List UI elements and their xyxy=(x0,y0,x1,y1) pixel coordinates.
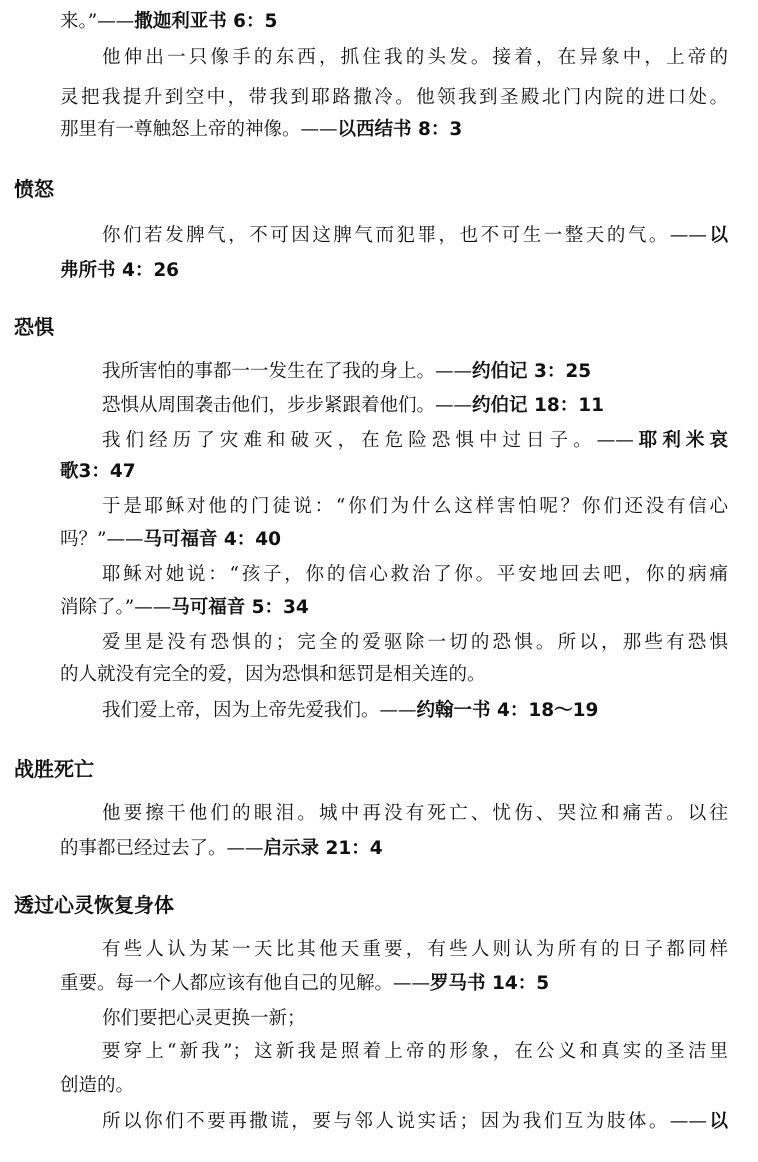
text-line xyxy=(102,360,728,384)
text-line xyxy=(60,460,728,484)
text-line xyxy=(60,10,728,34)
verse-reference: 撒迦利亚书 6：5 xyxy=(134,11,278,32)
text-line xyxy=(102,1007,728,1031)
section-heading: 透过心灵恢复身体 xyxy=(14,893,174,917)
verse-text: 吗？”—— xyxy=(60,529,144,550)
verse-reference: 马可福音 4：40 xyxy=(143,529,282,550)
verse-text: 于是耶稣对他的门徒说：“你们为什么这样害怕呢？你们还没有信心 xyxy=(102,496,728,517)
verse-text: 创造的。 xyxy=(60,1075,135,1096)
text-line xyxy=(60,118,728,142)
verse-reference: 以西结书 8：3 xyxy=(337,119,463,140)
verse-text: 的事都已经过去了。—— xyxy=(60,838,264,859)
text-line xyxy=(102,394,728,418)
verse-text: 有些人认为某一天比其他天重要，有些人则认为所有的日子都同样 xyxy=(102,939,728,960)
verse-reference: 启示录 21：4 xyxy=(263,838,383,859)
verse-text: 你们要把心灵更换一新； xyxy=(102,1008,306,1029)
text-line xyxy=(102,699,728,723)
section-heading: 愤怒 xyxy=(14,177,54,201)
verse-text: 要穿上“新我”；这新我是照着上帝的形象，在公义和真实的圣洁里 xyxy=(102,1041,728,1062)
verse-text: 他要擦干他们的眼泪。城中再没有死亡、忧伤、哭泣和痛苦。以往 xyxy=(102,803,728,824)
verse-reference: 马可福音 5：34 xyxy=(171,597,309,618)
verse-text: 恐惧从周围袭击他们，步步紧跟着他们。—— xyxy=(102,395,473,416)
text-line xyxy=(102,495,728,519)
verse-text: 的人就没有完全的爱，因为恐惧和惩罚是相关连的。 xyxy=(60,664,486,685)
verse-reference: 罗马书 14：5 xyxy=(430,973,550,994)
verse-text: 那里有一尊触怒上帝的神像。—— xyxy=(60,119,338,140)
text-line xyxy=(60,596,728,620)
verse-text: 所以你们不要再撒谎，要与邻人说实话；因为我们互为肢体。—— xyxy=(102,1111,707,1132)
section-heading: 恐惧 xyxy=(14,315,54,339)
text-line xyxy=(102,429,728,453)
text-line xyxy=(60,259,728,283)
verse-reference: 约伯记 3：25 xyxy=(472,361,592,382)
verse-reference: 约翰一书 4：18～19 xyxy=(416,700,599,721)
verse-text: 我们爱上帝，因为上帝先爱我们。—— xyxy=(102,700,417,721)
verse-text: 我所害怕的事都一一发生在了我的身上。—— xyxy=(102,361,473,382)
text-line xyxy=(60,972,728,996)
text-line xyxy=(102,224,728,248)
text-line xyxy=(102,563,728,587)
verse-text: 你们若发脾气，不可因这脾气而犯罪，也不可生一整天的气。—— xyxy=(102,225,707,246)
verse-text: 爱里是没有恐惧的；完全的爱驱除一切的恐惧。所以，那些有恐惧 xyxy=(102,632,728,653)
text-line xyxy=(102,1110,728,1134)
verse-text: 重要。每一个人都应该有他自己的见解。—— xyxy=(60,973,431,994)
text-line xyxy=(60,837,728,861)
text-line xyxy=(102,938,728,962)
text-line xyxy=(60,1074,728,1098)
verse-reference: 歌3：47 xyxy=(60,461,136,482)
verse-text: 他伸出一只像手的东西，抓住我的头发。接着，在异象中，上帝的 xyxy=(102,47,728,68)
verse-reference: 约伯记 18：11 xyxy=(472,395,604,416)
text-line xyxy=(60,528,728,552)
text-line xyxy=(102,802,728,826)
verse-text: 来。”—— xyxy=(60,11,135,32)
verse-reference: 耶利米哀 xyxy=(633,430,728,451)
verse-reference: 以 xyxy=(706,225,728,246)
text-line xyxy=(60,663,728,687)
text-line xyxy=(102,631,728,655)
section-heading: 战胜死亡 xyxy=(14,757,94,781)
verse-text: 耶稣对她说：“孩子，你的信心救治了你。平安地回去吧，你的病痛 xyxy=(102,564,728,585)
text-line xyxy=(60,86,728,110)
verse-reference: 以 xyxy=(706,1111,728,1132)
verse-reference: 弗所书 4：26 xyxy=(60,260,180,281)
verse-text: 消除了。”—— xyxy=(60,597,172,618)
verse-text: 灵把我提升到空中，带我到耶路撒冷。他领我到圣殿北门内院的进口处。 xyxy=(60,87,728,108)
verse-text: 我们经历了灾难和破灭，在危险恐惧中过日子。—— xyxy=(102,430,634,451)
text-line xyxy=(102,1040,728,1064)
text-line xyxy=(102,46,728,70)
